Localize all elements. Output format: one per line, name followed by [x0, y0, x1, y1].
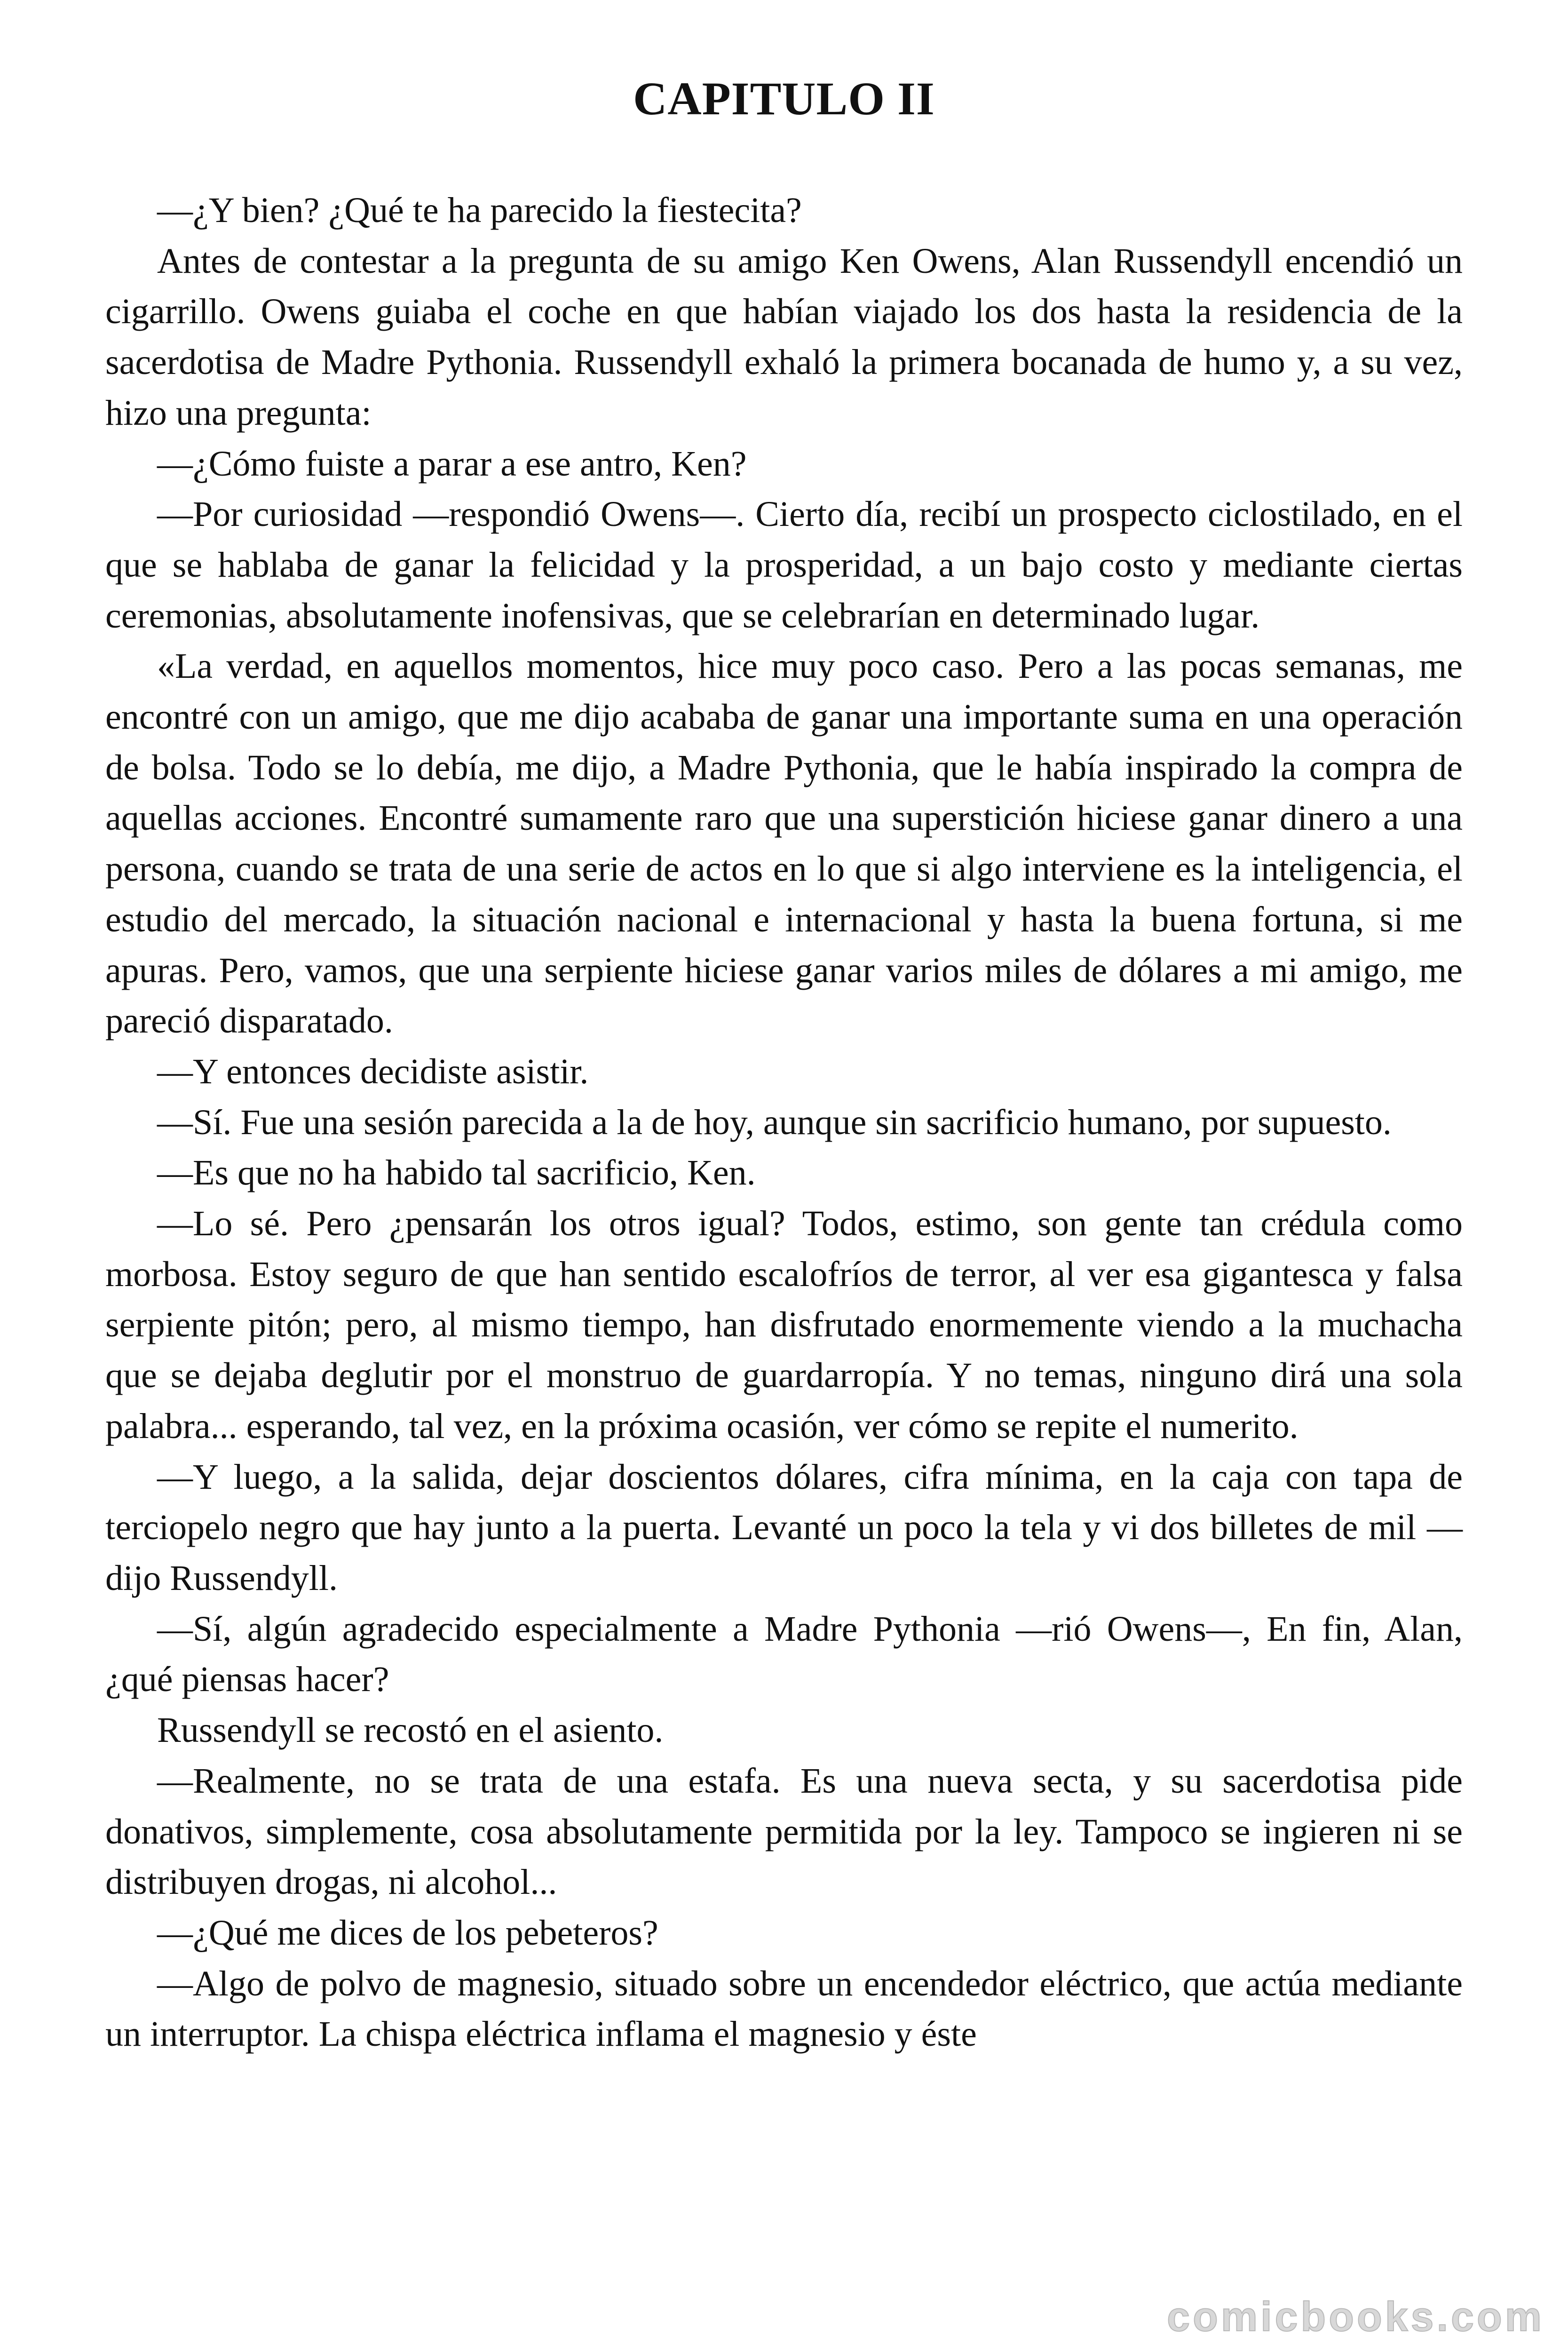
- paragraph: —¿Cómo fuiste a parar a ese antro, Ken?: [157, 444, 747, 484]
- paragraph: —Sí. Fue una sesión parecida a la de hoy, aunque sin sacrificio humano, por supuesto.: [157, 1102, 1392, 1142]
- paragraph: —Realmente, no se trata de una estafa. Es una nueva secta, y su sacerdotisa pide donativos, simplemente, cosa absolutamente permitida por la ley. Tampoco se ingieren ni se distribuyen drogas, ni alcohol...: [105, 1761, 1463, 1902]
- paragraph: —Algo de polvo de magnesio, situado sobre un encendedor eléctrico, que actúa mediante un interruptor. La chispa eléctrica inflama el magnesio y éste: [105, 1963, 1463, 2054]
- chapter-title: CAPITULO II: [633, 72, 935, 125]
- paragraph: Antes de contestar a la pregunta de su amigo Ken Owens, Alan Russendyll encendió un cigarrillo. Owens guiaba el coche en que habían viajado los dos hasta la residencia de la sacerdotisa de Madre Pythonia. Russendyll exhaló la primera bocanada de humo y, a su vez, hizo una pregunta:: [105, 241, 1463, 433]
- paragraph: —Es que no ha habido tal sacrificio, Ken.: [157, 1153, 756, 1193]
- paragraph: Russendyll se recostó en el asiento.: [157, 1710, 664, 1750]
- paragraph: «La verdad, en aquellos momentos, hice muy poco caso. Pero a las pocas semanas, me encontré con un amigo, que me dijo acababa de ganar una importante suma en una operación de bolsa. Todo se lo debía, me dijo, a Madre Pythonia, que le había inspirado la compra de aquellas acciones. Encontré sumamente raro que una superstición hiciese ganar dinero a una persona, cuando se trata de una serie de actos en lo que si algo interviene es la inteligencia, el estudio del mercado, la situación nacional e internacional y hasta la buena fortuna, si me apuras. Pero, vamos, que una serpiente hiciese ganar varios miles de dólares a mi amigo, me pareció disparatado.: [105, 646, 1463, 1041]
- paragraph: —Sí, algún agradecido especialmente a Madre Pythonia —rió Owens—, En fin, Alan, ¿qué piensas hacer?: [105, 1609, 1463, 1700]
- paragraph: —Y luego, a la salida, dejar doscientos dólares, cifra mínima, en la caja con tapa de terciopelo negro que hay junto a la puerta. Levanté un poco la tela y vi dos billetes de mil —dijo Russendyll.: [105, 1457, 1463, 1598]
- paragraph: —¿Y bien? ¿Qué te ha parecido la fiestecita?: [157, 191, 802, 230]
- site-watermark: comicbooks.com: [1167, 2293, 1544, 2340]
- paragraph: —¿Qué me dices de los pebeteros?: [157, 1913, 658, 1953]
- book-page: [105, 71, 1463, 2060]
- body-text: [105, 185, 1463, 2060]
- paragraph: —Lo sé. Pero ¿pensarán los otros igual? Todos, estimo, son gente tan crédula como morbosa. Estoy seguro de que han sentido escalofríos de terror, al ver esa gigantesca y falsa serpiente pitón; pero, al mismo tiempo, han disfrutado enormemente viendo a la muchacha que se dejaba deglutir por el monstruo de guardarropía. Y no temas, ninguno dirá una sola palabra... esperando, tal vez, en la próxima ocasión, ver cómo se repite el numerito.: [105, 1204, 1463, 1446]
- paragraph: —Por curiosidad —respondió Owens—. Cierto día, recibí un prospecto ciclostilado, en el que se hablaba de ganar la felicidad y la prosperidad, a un bajo costo y mediante ciertas ceremonias, absolutamente inofensivas, que se celebrarían en determinado lugar.: [105, 494, 1463, 636]
- paragraph: —Y entonces decidiste asistir.: [157, 1051, 589, 1091]
